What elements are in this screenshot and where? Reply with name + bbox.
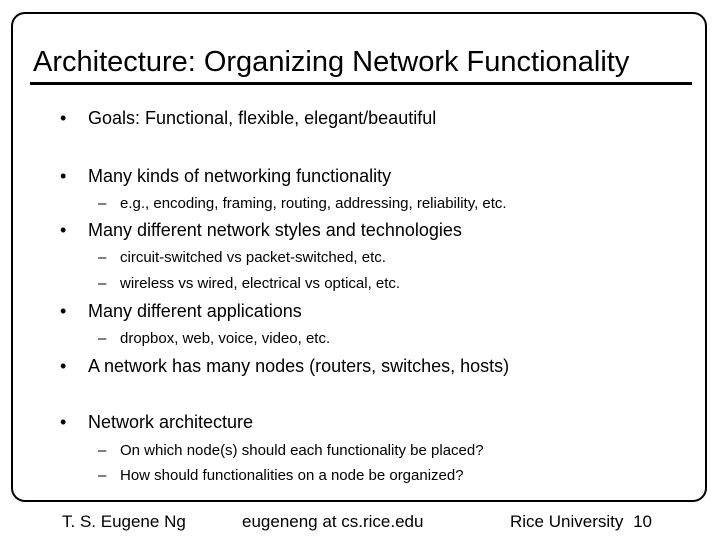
- bullet-applications: [60, 301, 302, 322]
- bullet-mark: •: [60, 356, 67, 376]
- sub-bullet-app-examples: [98, 330, 330, 347]
- sub-bullet-functionality-examples: [98, 195, 507, 212]
- bullet-mark: •: [60, 412, 67, 432]
- page-number: 10: [633, 512, 653, 531]
- bullet-text: Many different network styles and technologies: [88, 220, 462, 240]
- sub-bullet-placement: [98, 442, 484, 459]
- sub-bullet-organization: [98, 467, 464, 484]
- sub-bullet-text: dropbox, web, voice, video, etc.: [120, 330, 331, 347]
- footer-university: [510, 512, 652, 532]
- sub-bullet-text: circuit-switched vs packet-switched, etc.: [120, 249, 386, 266]
- footer-email: eugeneng at cs.rice.edu: [242, 512, 424, 531]
- sub-bullet-media: [98, 275, 400, 292]
- sub-bullet-text: e.g., encoding, framing, routing, addressing, reliability, etc.: [120, 195, 507, 212]
- sub-bullet-mark: –: [98, 195, 107, 212]
- bullet-mark: •: [60, 301, 67, 321]
- bullet-text: Many different applications: [88, 301, 302, 321]
- bullet-text: A network has many nodes (routers, switches, hosts): [88, 356, 510, 376]
- footer-university-name: Rice University: [510, 512, 624, 531]
- sub-bullet-text: How should functionalities on a node be organized?: [120, 467, 464, 484]
- sub-bullet-switching: [98, 249, 386, 266]
- bullet-text: Network architecture: [88, 412, 254, 432]
- bullet-network-architecture: [60, 412, 253, 433]
- bullet-goals: [60, 108, 436, 129]
- bullet-functionality: [60, 166, 391, 187]
- sub-bullet-mark: –: [98, 442, 107, 459]
- bullet-text: Goals: Functional, flexible, elegant/beautiful: [88, 108, 437, 128]
- title-underline: [30, 82, 692, 85]
- bullet-nodes: [60, 356, 509, 377]
- bullet-mark: •: [60, 220, 67, 240]
- sub-bullet-mark: –: [98, 467, 107, 484]
- bullet-mark: •: [60, 108, 67, 128]
- slide-title: Architecture: Organizing Network Functionality: [33, 46, 630, 78]
- sub-bullet-text: wireless vs wired, electrical vs optical, etc.: [120, 275, 401, 292]
- bullet-mark: •: [60, 166, 67, 186]
- sub-bullet-text: On which node(s) should each functionality be placed?: [120, 442, 484, 459]
- bullet-text: Many kinds of networking functionality: [88, 166, 392, 186]
- bullet-network-styles: [60, 220, 462, 241]
- footer-author: T. S. Eugene Ng: [62, 512, 186, 531]
- sub-bullet-mark: –: [98, 330, 107, 347]
- sub-bullet-mark: –: [98, 249, 107, 266]
- sub-bullet-mark: –: [98, 275, 107, 292]
